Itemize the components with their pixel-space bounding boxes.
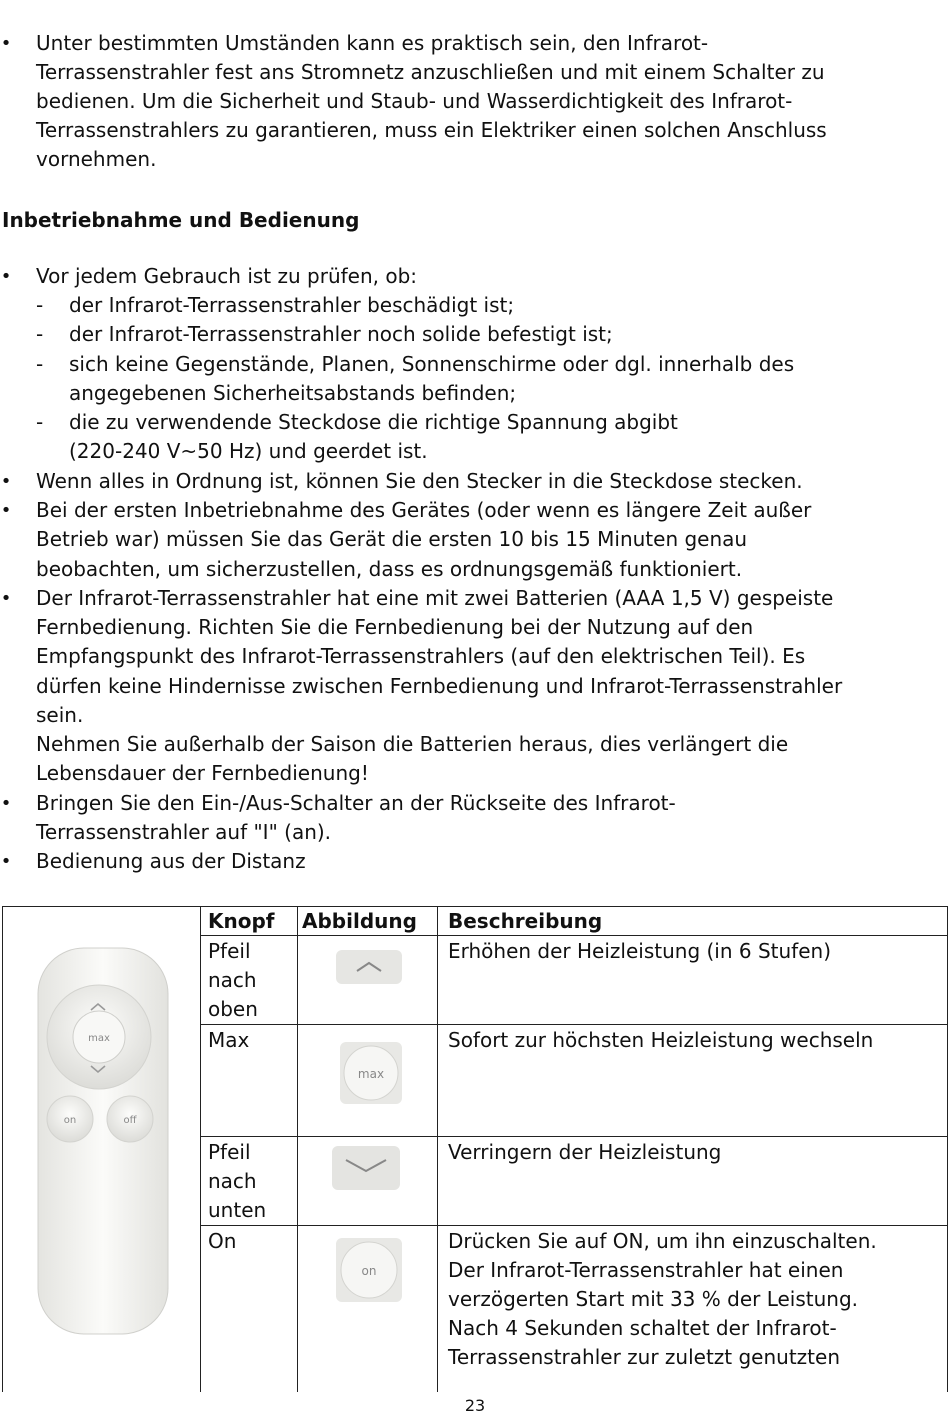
paragraph-line: Nehmen Sie außerhalb der Saison die Batterien heraus, dies verlängert die: [36, 732, 789, 756]
paragraph-line: Lebensdauer der Fernbedienung!: [36, 761, 369, 785]
paragraph-line: Betrieb war) müssen Sie das Gerät die ersten 10 bis 15 Minuten genau: [36, 527, 748, 551]
check-item: der Infrarot-Terrassenstrahler beschädigt ist;: [69, 293, 515, 317]
knopf-label: nach: [208, 968, 257, 992]
bullet-icon: •: [0, 500, 12, 521]
description: Terrassenstrahler zur zuletzt genutzten: [448, 1345, 840, 1369]
knopf-label: oben: [208, 997, 258, 1021]
bullet-icon: •: [0, 851, 12, 872]
check-item: sich keine Gegenstände, Planen, Sonnenschirme oder dgl. innerhalb des: [69, 352, 795, 376]
bullet-icon: •: [0, 471, 12, 492]
check-item: der Infrarot-Terrassenstrahler noch solide befestigt ist;: [69, 322, 613, 346]
paragraph-line: beobachten, um sicherzustellen, dass es ordnungsgemäß funktioniert.: [36, 557, 743, 581]
svg-text:max: max: [357, 1067, 385, 1081]
remote-off-label: off: [123, 1115, 137, 1126]
dash-icon: -: [36, 322, 44, 346]
description: Der Infrarot-Terrassenstrahler hat einen: [448, 1258, 844, 1282]
paragraph-line: sein.: [36, 703, 84, 727]
intro-line: Terrassenstrahlers zu garantieren, muss ein Elektriker einen solchen Anschluss: [36, 118, 827, 142]
description: Drücken Sie auf ON, um ihn einzuschalten.: [448, 1229, 877, 1253]
intro-line: Unter bestimmten Umständen kann es praktisch sein, den Infrarot-: [36, 31, 709, 55]
section-heading: Inbetriebnahme und Bedienung: [2, 208, 360, 232]
description: Verringern der Heizleistung: [448, 1140, 722, 1164]
bullet-icon: •: [0, 588, 12, 609]
remote-on-label: on: [63, 1115, 77, 1126]
paragraph-line: Empfangspunkt des Infrarot-Terrassenstrahlers (auf den elektrischen Teil). Es: [36, 644, 806, 668]
description: Sofort zur höchsten Heizleistung wechseln: [448, 1028, 874, 1052]
bullet-icon: •: [0, 793, 12, 814]
bullet-icon: •: [0, 33, 12, 54]
arrow-down-icon: [332, 1146, 400, 1190]
dash-icon: -: [36, 410, 44, 434]
dash-icon: -: [36, 352, 44, 376]
arrow-up-icon: [336, 950, 402, 984]
intro-line: Terrassenstrahler fest ans Stromnetz anzuschließen und mit einem Schalter zu: [36, 60, 825, 84]
on-button-icon: [336, 1238, 402, 1302]
check-item-cont: (220-240 V~50 Hz) und geerdet ist.: [69, 439, 428, 463]
paragraph-line: Bringen Sie den Ein-/Aus-Schalter an der Rückseite des Infrarot-: [36, 791, 676, 815]
remote-max-label: max: [88, 1033, 110, 1044]
paragraph-line: dürfen keine Hindernisse zwischen Fernbedienung und Infrarot-Terrassenstrahler: [36, 674, 843, 698]
check-item: die zu verwendende Steckdose die richtige Spannung abgibt: [69, 410, 678, 434]
intro-line: vornehmen.: [36, 147, 157, 171]
paragraph-line: Bedienung aus der Distanz: [36, 849, 306, 873]
bullet-icon: •: [0, 266, 12, 287]
header-knopf: Knopf: [208, 909, 275, 933]
paragraph-line: Bei der ersten Inbetriebnahme des Gerätes (oder wenn es längere Zeit außer: [36, 498, 812, 522]
dash-icon: -: [36, 293, 44, 317]
header-beschreibung: Beschreibung: [448, 909, 603, 933]
paragraph-line: Wenn alles in Ordnung ist, können Sie den Stecker in die Steckdose stecken.: [36, 469, 803, 493]
paragraph-line: Terrassenstrahler auf "I" (an).: [36, 820, 332, 844]
max-button-icon: [340, 1042, 402, 1104]
knopf-label: nach: [208, 1169, 257, 1193]
description: Erhöhen der Heizleistung (in 6 Stufen): [448, 939, 832, 963]
knopf-label: Max: [208, 1028, 250, 1052]
check-item-cont: angegebenen Sicherheitsabstands befinden;: [69, 381, 517, 405]
paragraph-line: Fernbedienung. Richten Sie die Fernbedienung bei der Nutzung auf den: [36, 615, 754, 639]
remote-control-image: [2, 906, 200, 1392]
page-number: 23: [464, 1396, 486, 1415]
description: Nach 4 Sekunden schaltet der Infrarot-: [448, 1316, 837, 1340]
svg-text:on: on: [361, 1264, 377, 1278]
knopf-label: Pfeil: [208, 939, 251, 963]
header-abbildung: Abbildung: [302, 909, 417, 933]
remote-control-table: [2, 906, 948, 1392]
check-intro: Vor jedem Gebrauch ist zu prüfen, ob:: [36, 264, 418, 288]
knopf-label: unten: [208, 1198, 267, 1222]
knopf-label: Pfeil: [208, 1140, 251, 1164]
paragraph-line: Der Infrarot-Terrassenstrahler hat eine mit zwei Batterien (AAA 1,5 V) gespeiste: [36, 586, 834, 610]
knopf-label: On: [208, 1229, 237, 1253]
description: verzögerten Start mit 33 % der Leistung.: [448, 1287, 859, 1311]
intro-line: bedienen. Um die Sicherheit und Staub- und Wasserdichtigkeit des Infrarot-: [36, 89, 793, 113]
